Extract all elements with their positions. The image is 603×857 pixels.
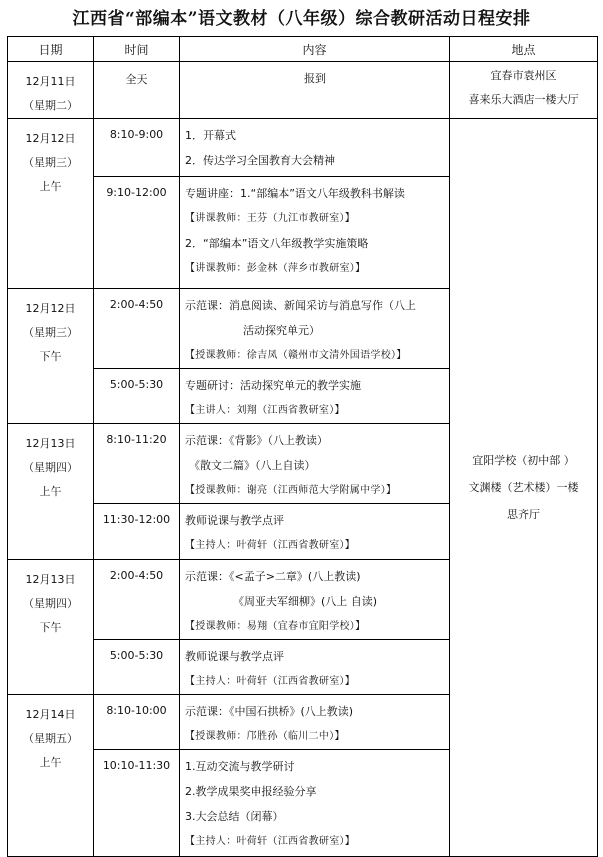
time-cell: 2:00-4:50 bbox=[94, 289, 180, 369]
date-label: 12月12日 bbox=[25, 302, 76, 315]
location-line: 文渊楼（艺术楼）一楼 bbox=[468, 481, 579, 494]
time-cell: 8:10-9:00 bbox=[94, 119, 180, 177]
page-title: 江西省“部编本”语文教材（八年级）综合教研活动日程安排 bbox=[72, 9, 531, 29]
content-cell bbox=[180, 62, 450, 119]
content-cell bbox=[180, 177, 450, 289]
content-line: 示范课：消息阅读、新闻采访与消息写作（八上 bbox=[185, 299, 416, 312]
table-row bbox=[8, 119, 598, 177]
date-label: 12月12日 bbox=[25, 132, 76, 145]
content-cell bbox=[180, 119, 450, 177]
content-cell bbox=[180, 640, 450, 695]
location-line: 喜来乐大酒店一楼大厅 bbox=[468, 93, 579, 106]
period-label: 下午 bbox=[39, 350, 62, 363]
weekday-label: （星期四） bbox=[23, 461, 78, 474]
date-cell bbox=[8, 119, 94, 289]
period-label: 上午 bbox=[39, 180, 62, 193]
content-line: 示范课：《背影》（八上教读） bbox=[185, 434, 328, 447]
date-label: 12月11日 bbox=[25, 75, 76, 88]
content-line: 教师说课与教学点评 bbox=[185, 514, 284, 527]
content-line: 2．“部编本”语文八年级教学实施策略 bbox=[185, 237, 369, 250]
time-cell: 2:00-4:50 bbox=[94, 560, 180, 640]
content-cell bbox=[180, 504, 450, 560]
period-label: 下午 bbox=[39, 621, 62, 634]
time-cell: 10:10-11:30 bbox=[94, 750, 180, 857]
location-cell bbox=[450, 62, 598, 119]
content-line: 2．传达学习全国教育大会精神 bbox=[185, 154, 335, 167]
date-label: 12月13日 bbox=[25, 437, 76, 450]
header-row bbox=[8, 37, 598, 62]
content-line: 活动探究单元） bbox=[243, 324, 320, 337]
time-cell: 9:10-12:00 bbox=[94, 177, 180, 289]
content-line: 专题讲座：1.“部编本”语文八年级教科书解读 bbox=[185, 187, 405, 200]
content-line: 报到 bbox=[304, 72, 326, 85]
time-cell: 8:10-10:00 bbox=[94, 695, 180, 750]
table-row bbox=[8, 62, 598, 119]
header-content: 内容 bbox=[180, 37, 450, 62]
content-line: 【讲课教师：王芬（九江市教研室）】 bbox=[185, 213, 356, 224]
content-line: 1.互动交流与教学研讨 bbox=[185, 760, 295, 773]
content-line: 【授课教师：邝胜孙（临川二中）】 bbox=[185, 731, 345, 742]
content-cell bbox=[180, 695, 450, 750]
header-time: 时间 bbox=[94, 37, 180, 62]
content-line: 示范课：《<孟子>二章》(八上教读) bbox=[185, 570, 361, 583]
date-cell bbox=[8, 424, 94, 560]
date-cell bbox=[8, 560, 94, 695]
time-cell: 全天 bbox=[94, 62, 180, 119]
content-line: 《散文二篇》（八上自读） bbox=[189, 459, 316, 472]
content-line: 1．开幕式 bbox=[185, 129, 236, 142]
content-cell bbox=[180, 750, 450, 857]
date-cell bbox=[8, 695, 94, 857]
content-line: 【主持人：叶荷轩（江西省教研室）】 bbox=[185, 836, 356, 847]
content-cell bbox=[180, 424, 450, 504]
content-cell bbox=[180, 369, 450, 424]
content-line: 【授课教师：易翔（宜春市宜阳学校）】 bbox=[185, 621, 366, 632]
content-line: 教师说课与教学点评 bbox=[185, 650, 284, 663]
weekday-label: （星期三） bbox=[23, 326, 78, 339]
content-line: 3.大会总结（闭幕） bbox=[185, 810, 284, 823]
time-cell: 5:00-5:30 bbox=[94, 369, 180, 424]
period-label: 上午 bbox=[39, 756, 62, 769]
location-cell bbox=[450, 119, 598, 857]
content-line: 《周亚夫军细柳》(八上 自读) bbox=[233, 595, 378, 608]
content-line: 【授课教师：徐吉凤（赣州市文清外国语学校）】 bbox=[185, 350, 407, 361]
location-line: 思齐厅 bbox=[507, 508, 540, 521]
date-label: 12月13日 bbox=[25, 573, 76, 586]
location-line: 宜阳学校（初中部 ） bbox=[472, 454, 575, 467]
weekday-label: （星期五） bbox=[23, 732, 78, 745]
location-line: 宜春市袁州区 bbox=[490, 69, 557, 82]
time-cell: 8:10-11:20 bbox=[94, 424, 180, 504]
weekday-label: （星期二） bbox=[23, 99, 78, 112]
time-cell: 11:30-12:00 bbox=[94, 504, 180, 560]
content-line: 【主持人：叶荷轩（江西省教研室）】 bbox=[185, 540, 356, 551]
weekday-label: （星期四） bbox=[23, 597, 78, 610]
content-line: 示范课：《中国石拱桥》(八上教读) bbox=[185, 705, 354, 718]
header-location: 地点 bbox=[450, 37, 598, 62]
content-cell bbox=[180, 560, 450, 640]
content-line: 2.教学成果奖申报经验分享 bbox=[185, 785, 317, 798]
content-line: 【主持人：叶荷轩（江西省教研室）】 bbox=[185, 676, 356, 687]
period-label: 上午 bbox=[39, 485, 62, 498]
weekday-label: （星期三） bbox=[23, 156, 78, 169]
date-cell bbox=[8, 62, 94, 119]
header-date: 日期 bbox=[8, 37, 94, 62]
content-line: 专题研讨：活动探究单元的教学实施 bbox=[185, 379, 361, 392]
content-cell bbox=[180, 289, 450, 369]
content-line: 【讲课教师：彭金林（萍乡市教研室）】 bbox=[185, 263, 366, 274]
content-line: 【主讲人：刘翔（江西省教研室）】 bbox=[185, 405, 345, 416]
date-cell bbox=[8, 289, 94, 424]
content-line: 【授课教师：谢亮（江西师范大学附属中学）】 bbox=[185, 485, 397, 496]
date-label: 12月14日 bbox=[25, 708, 76, 721]
time-cell: 5:00-5:30 bbox=[94, 640, 180, 695]
schedule-table bbox=[7, 36, 598, 857]
